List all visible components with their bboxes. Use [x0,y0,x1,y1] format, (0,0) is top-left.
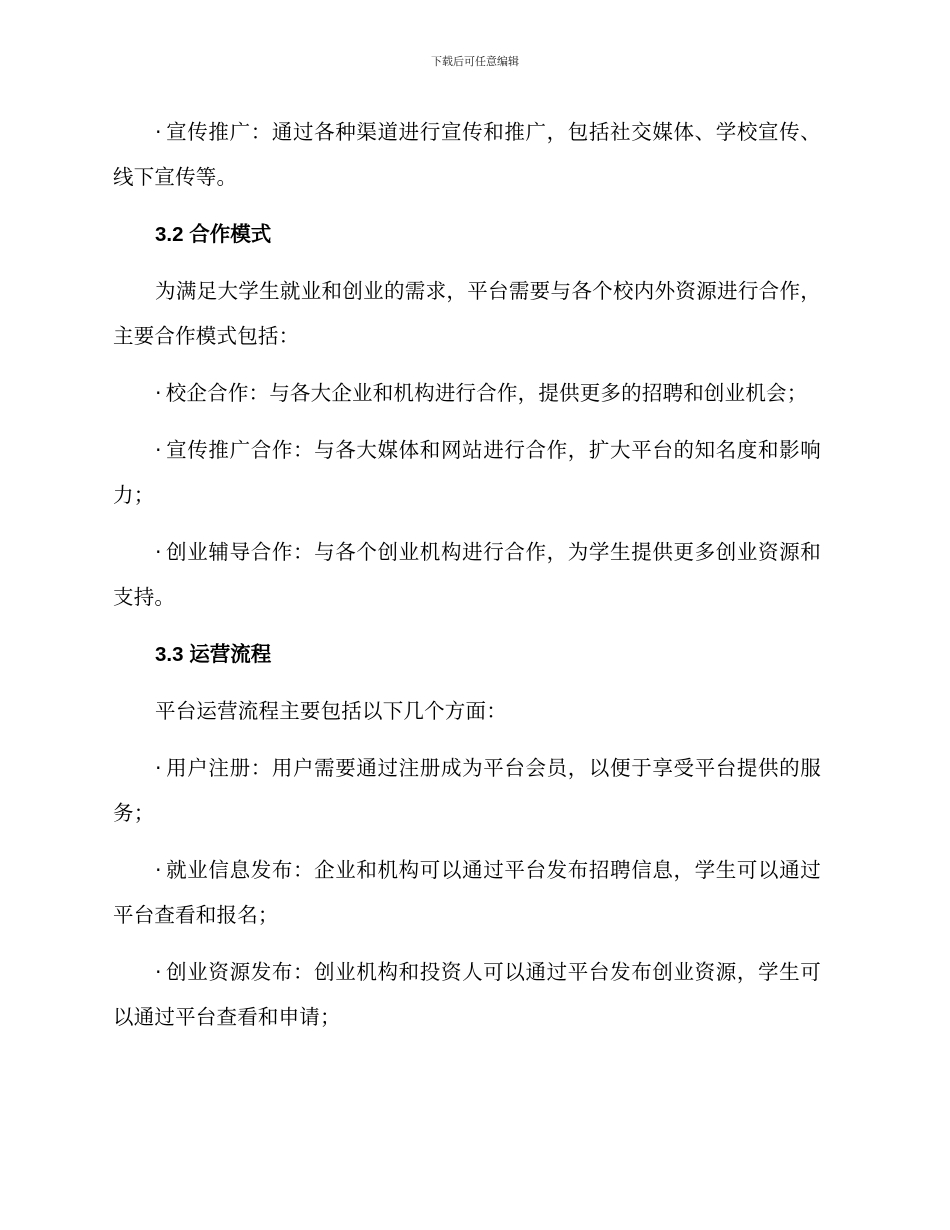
paragraph-text: 用户注册：用户需要通过注册成为平台会员，以便于享受平台提供的服务； [113,756,821,825]
section-heading-cooperation-mode: 3.2 合作模式 [155,223,272,246]
bullet-symbol: · [155,120,162,144]
document-body [113,110,821,1052]
bullet-symbol: · [155,858,162,882]
bullet-paragraph-user-registration [113,746,821,836]
page-header: 下载后可任意编辑 [431,55,519,68]
bullet-paragraph-startup-resources [113,950,821,1040]
paragraph-text: 为满足大学生就业和创业的需求，平台需要与各个校内外资源进行合作，主要合作模式包括： [113,279,821,348]
bullet-paragraph-publicity-cooperation [113,428,821,518]
bullet-symbol: · [155,960,162,984]
bullet-symbol: · [155,540,162,564]
paragraph-operation-intro [113,689,821,734]
paragraph-text: 平台运营流程主要包括以下几个方面： [155,699,507,723]
bullet-paragraph-startup-guidance [113,530,821,620]
paragraph-cooperation-intro [113,269,821,359]
paragraph-text: 宣传推广合作：与各大媒体和网站进行合作，扩大平台的知名度和影响力； [113,438,821,507]
paragraph-text: 创业资源发布：创业机构和投资人可以通过平台发布创业资源，学生可以通过平台查看和申请； [113,960,821,1029]
bullet-paragraph-job-info [113,848,821,938]
paragraph-text: 就业信息发布：企业和机构可以通过平台发布招聘信息，学生可以通过平台查看和报名； [113,858,821,927]
paragraph-text: 校企合作：与各大企业和机构进行合作，提供更多的招聘和创业机会； [165,381,808,405]
bullet-paragraph-publicity [113,110,821,200]
bullet-symbol: · [155,438,162,462]
bullet-symbol: · [155,381,162,405]
bullet-paragraph-school-enterprise [113,371,821,416]
paragraph-text: 宣传推广：通过各种渠道进行宣传和推广，包括社交媒体、学校宣传、线下宣传等。 [113,120,821,189]
section-heading-operation-process: 3.3 运营流程 [155,643,272,666]
bullet-symbol: · [155,756,162,780]
paragraph-text: 创业辅导合作：与各个创业机构进行合作，为学生提供更多创业资源和支持。 [113,540,821,609]
